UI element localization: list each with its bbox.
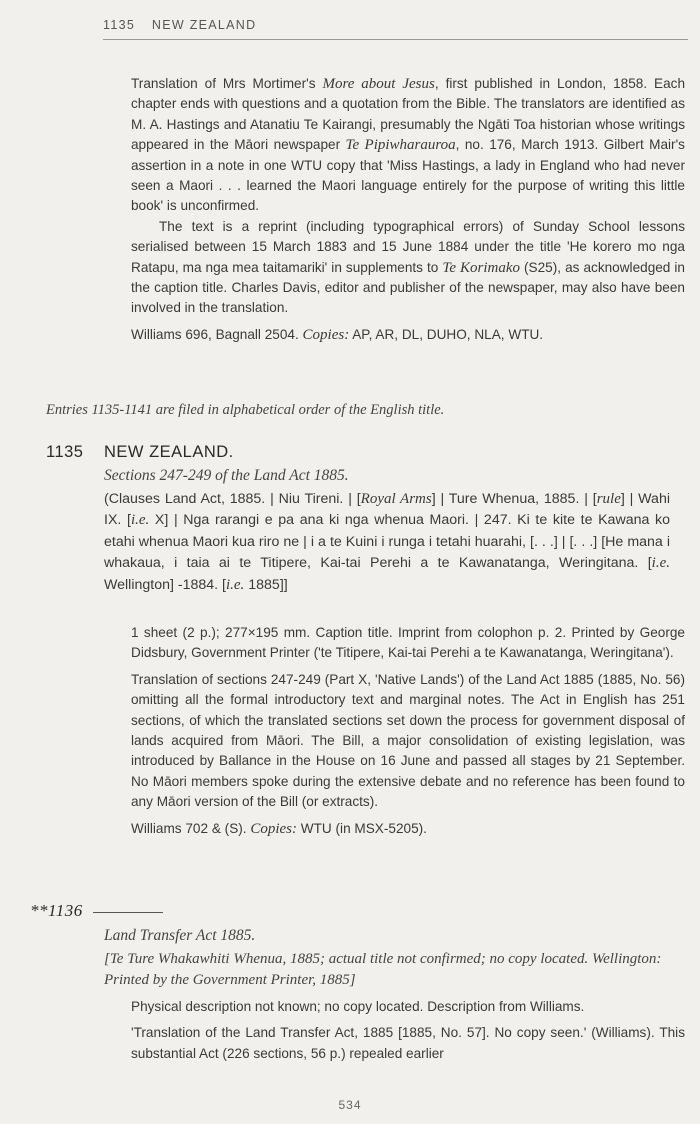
entry-1136-body [131,997,685,1064]
italic-text-run: More about Jesus [322,76,435,92]
text-run: Wellington] -1884. [ [104,576,226,593]
entry-1136-heading [30,901,163,921]
text-run: , no. 176, March 1913. Gilbert Mair's assertion in a note in one WTU copy that 'Miss Hastings, a lady in England who had never seen a Maori . . . learned the Maori language entirely for the purpose of writing this little book' is unconfirmed. [131,137,685,214]
italic-text-run: Copies: [250,820,298,837]
text-run: 1885]] [244,576,288,593]
entry-1135-body [131,623,685,839]
entry-1136-ditto-rule [93,912,163,913]
entry-1135-number: 1135 [46,443,84,461]
filing-note: Entries 1135-1141 are filed in alphabetical order of the English title. [46,402,445,418]
entry-1135-note [131,670,685,813]
text-run: (Clauses Land Act, 1885. | Niu Tireni. | [ [104,491,361,507]
entry-1135-transcription-block [104,489,670,596]
text-run: Translation of Mrs Mortimer's [131,76,323,91]
text-run: WTU (in MSX-5205). [297,820,427,836]
text-run: AP, AR, DL, DUHO, NLA, WTU. [349,326,544,342]
text-run: , first published in London, 1858. Each chapter ends with questions and a quotation from the Bible. The translators are identified as M. A. Hastings and Atanatiu Te Kairangi, presumably the Ngāti Toa historian whose writings appeared in the Māori newspaper [131,76,686,153]
text-run: X] | Nga rarangi e pa ana ki nga whenua Maori. | 247. Ki te kite te Kawana ko etahi whenua Maori kua riro ne | i a te Kuini i runga i tetahi huarahi, [. . .] | [. . .] [He mana i whakaua, i taia ai te Titipere, Kai-tai Perehi a te Kawanatanga, Weringitana. [ [104,512,670,572]
page-number: 534 [338,1098,362,1112]
entry-1135-heading [46,443,234,462]
text-run: Translation of sections 247-249 (Part X, 'Native Lands') of the Land Act 1885 (1885, No. 56) omitting all the formal introductory text and marginal notes. The Act in English has 251 sections, of which the translated sections set down the process for government disposal of lands acquired from Māori. The Bill, a major consolidation of existing legislation, was introduced by Ballance in the House on 16 June and passed all stages by 21 September. No Māori members spoke during the extensive debate and no reference has been found to any Māori version of the Bill (or extracts). [131,671,685,810]
entry-1135-heading-text: NEW ZEALAND. [104,443,234,461]
running-head-number: 1135 [103,18,136,32]
prev-entry-references [131,325,685,345]
italic-text-run: Copies: [302,326,350,343]
entry-1135-references [131,819,685,839]
text-run: Williams 696, Bagnall 2504. [131,326,303,342]
prev-entry-paragraph-2 [131,217,685,319]
entry-1136-note: 'Translation of the Land Transfer Act, 1885 [1885, No. 57]. No copy seen.' (Williams). This substantial Act (226 sections, 56 p.) repealed earlier [131,1025,685,1061]
entry-1136-title: Land Transfer Act 1885. [104,927,256,944]
entry-1136-number: **1136 [30,901,83,920]
italic-text-run: Te Korimako [442,259,520,276]
entry-1135-title: Sections 247-249 of the Land Act 1885. [104,467,349,484]
italic-text-run: i.e. [651,555,670,572]
text-run: ] | Wahi IX. [ [104,491,670,529]
text-run: The text is a reprint (including typographical errors) of Sunday School lessons serialised between 15 March 1883 and 15 June 1884 under the title 'He korero mo nga Ratapu, ma nga mea taitamariki' in supplements to [131,218,685,275]
text-run: ] | Ture Whenua, 1885. | [ [431,491,597,507]
previous-entry-text [131,74,685,345]
italic-text-run: i.e. [130,512,150,529]
entry-1135-transcription [104,489,670,596]
italic-text-run: Royal Arms [360,491,432,507]
italic-text-run: i.e. [225,576,245,593]
italic-text-run: rule [596,491,621,507]
running-head-title: NEW ZEALAND [151,18,257,32]
entry-1136-physical: Physical description not known; no copy located. Description from Williams. [131,999,585,1014]
text-run: Williams 702 & (S). [131,820,251,836]
italic-text-run: Te Pipiwharauroa [345,137,456,154]
text-run: 1 sheet (2 p.); 277×195 mm. Caption title. Imprint from colophon p. 2. Printed by George Didsbury, Government Printer ('te Titipere, Kai-tai Perehi a te Kawanatanga, Weringitana'). [131,625,685,661]
entry-1135-physical [131,623,685,664]
running-head [103,18,688,40]
prev-entry-paragraph-1 [131,74,685,217]
entry-1136-transcription: [Te Ture Whakawhiti Whenua, 1885; actual title not confirmed; no copy located. Wellington: Printed by the Government Printer, 1885] [104,951,662,988]
text-run: (S25), as acknowledged in the caption title. Charles Davis, editor and publisher of the newspaper, may also have been involved in the translation. [131,259,685,316]
